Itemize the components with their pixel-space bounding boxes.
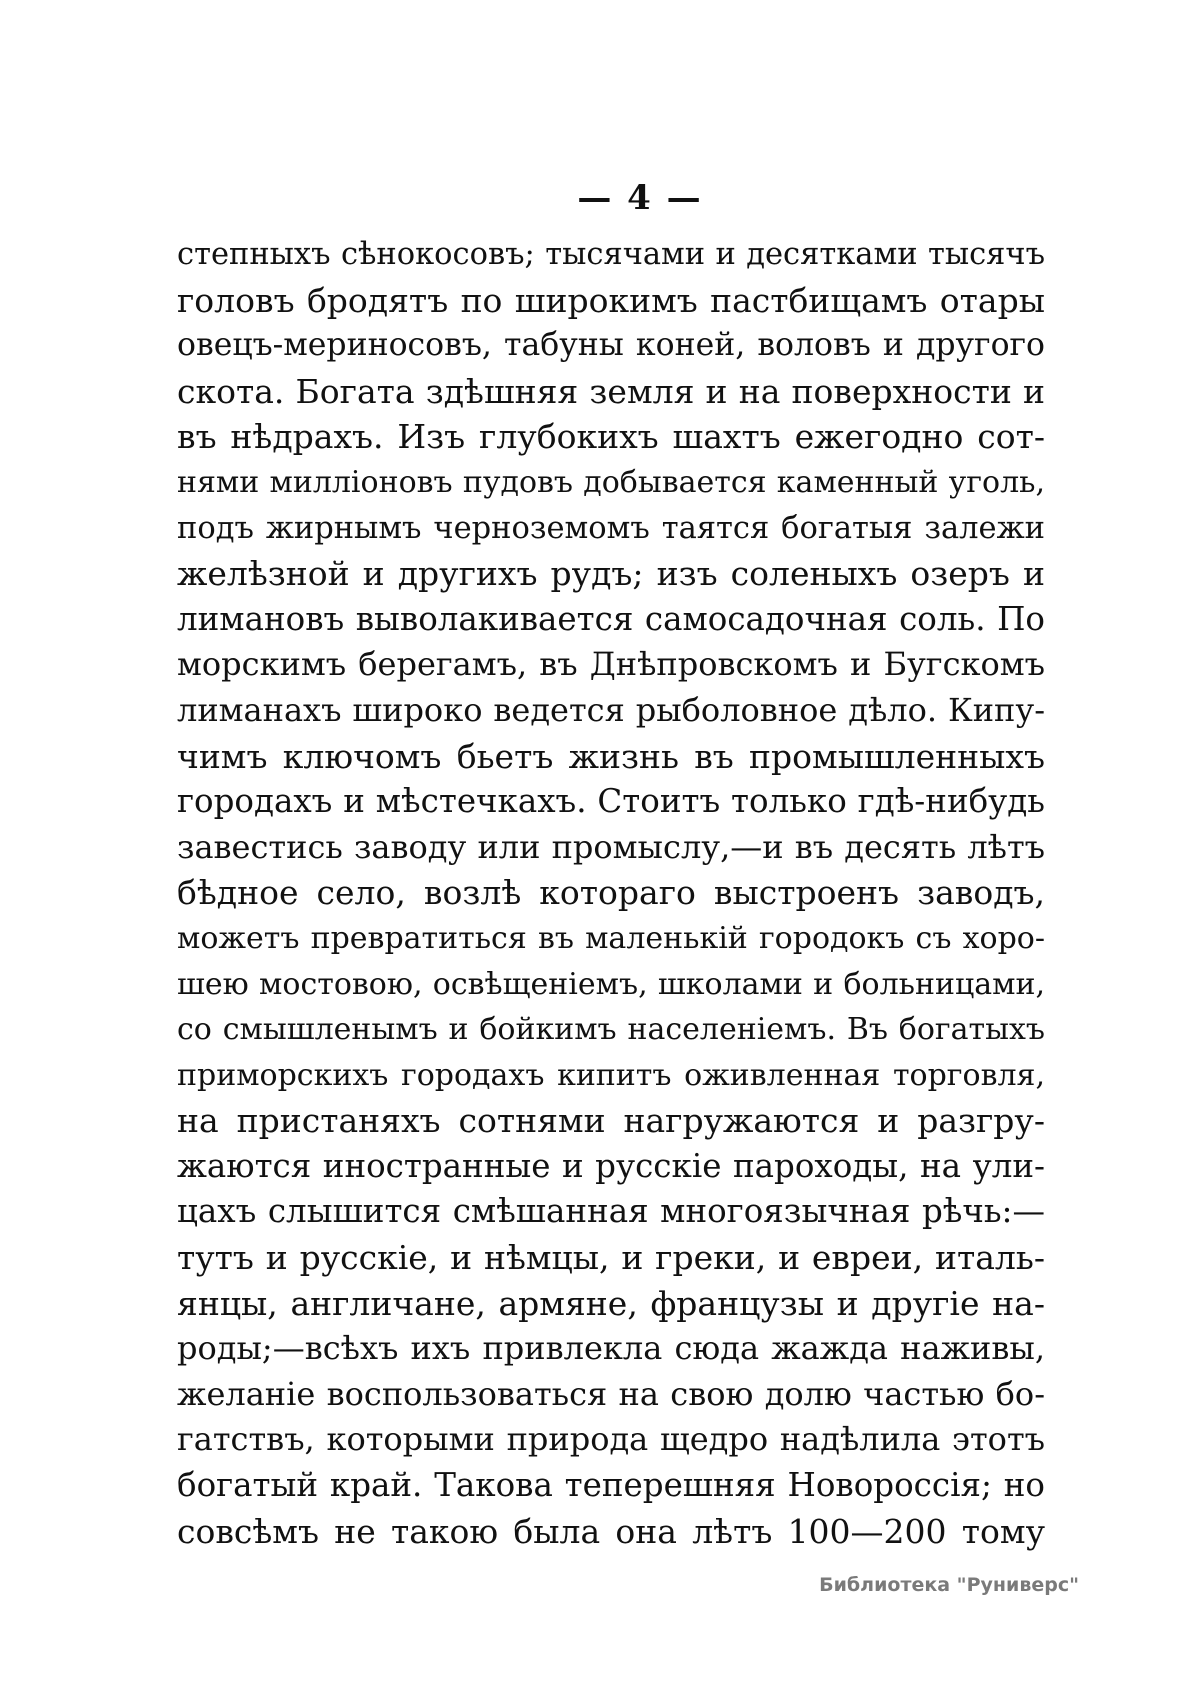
text-line: головъ бродятъ по широкимъ пастбищамъ отары <box>177 280 1045 320</box>
text-line: бѣдное село, возлѣ котораго выстроенъ заводъ, <box>177 873 1045 913</box>
text-line: нями милліоновъ пудовъ добывается каменный уголь, <box>177 464 1045 500</box>
text-line: жаются иностранные и русскіе пароходы, на ули- <box>177 1146 1045 1185</box>
library-watermark: Библиотека "Руниверс" <box>819 1574 1079 1596</box>
text-line: степныхъ сѣнокосовъ; тысячами и десятками тысячъ <box>177 237 1045 272</box>
text-line: на пристаняхъ сотнями нагружаются и разгру- <box>177 1101 1045 1141</box>
text-line: скота. Богата здѣшняя земля и на поверхности и <box>177 371 1045 411</box>
body-text <box>177 232 1045 1554</box>
text-line: совсѣмъ не такою была она лѣтъ 100—200 тому <box>177 1511 1045 1551</box>
text-line: роды;—всѣхъ ихъ привлекла сюда жажда наживы, <box>177 1329 1045 1368</box>
text-line: желаніе воспользоваться на свою долю частью бо- <box>177 1374 1045 1413</box>
text-line: лиманахъ широко ведется рыболовное дѣло. Кипу- <box>177 690 1045 729</box>
text-line: морскимъ берегамъ, въ Днѣпровскомъ и Бугскомъ <box>177 645 1045 684</box>
text-line: приморскихъ городахъ кипитъ оживленная торговля, <box>177 1057 1045 1093</box>
text-line: богатый край. Такова теперешняя Новороссія; но <box>177 1466 1045 1505</box>
text-line: овецъ-мериносовъ, табуны коней, воловъ и другого <box>177 327 1045 364</box>
text-line: можетъ превратиться въ маленькій городокъ съ хоро- <box>177 920 1045 956</box>
text-line: со смышленымъ и бойкимъ населеніемъ. Въ богатыхъ <box>177 1012 1045 1048</box>
page-number: — 4 — <box>577 178 703 218</box>
text-line: подъ жирнымъ черноземомъ таятся богатыя залежи <box>177 510 1045 546</box>
text-line: шею мостовою, освѣщеніемъ, школами и больницами, <box>177 966 1045 1002</box>
text-line: городахъ и мѣстечкахъ. Стоитъ только гдѣ-нибудь <box>177 782 1045 821</box>
text-line: цахъ слышится смѣшанная многоязычная рѣчь:— <box>177 1192 1045 1231</box>
text-line: янцы, англичане, армяне, французы и другіе на- <box>177 1283 1045 1323</box>
text-line: въ нѣдрахъ. Изъ глубокихъ шахтъ ежегодно сот- <box>177 417 1045 457</box>
text-line: желѣзной и другихъ рудъ; изъ соленыхъ озеръ и <box>177 554 1045 594</box>
text-line: завестись заводу или промыслу,—и въ десять лѣтъ <box>177 827 1045 866</box>
text-line: тутъ и русскіе, и нѣмцы, и греки, и евреи, италь- <box>177 1238 1045 1278</box>
text-line: чимъ ключомъ бьетъ жизнь въ промышленныхъ <box>177 736 1045 776</box>
text-line: лимановъ выволакивается самосадочная соль. По <box>177 599 1045 638</box>
text-line: гатствъ, которыми природа щедро надѣлила этотъ <box>177 1420 1045 1459</box>
